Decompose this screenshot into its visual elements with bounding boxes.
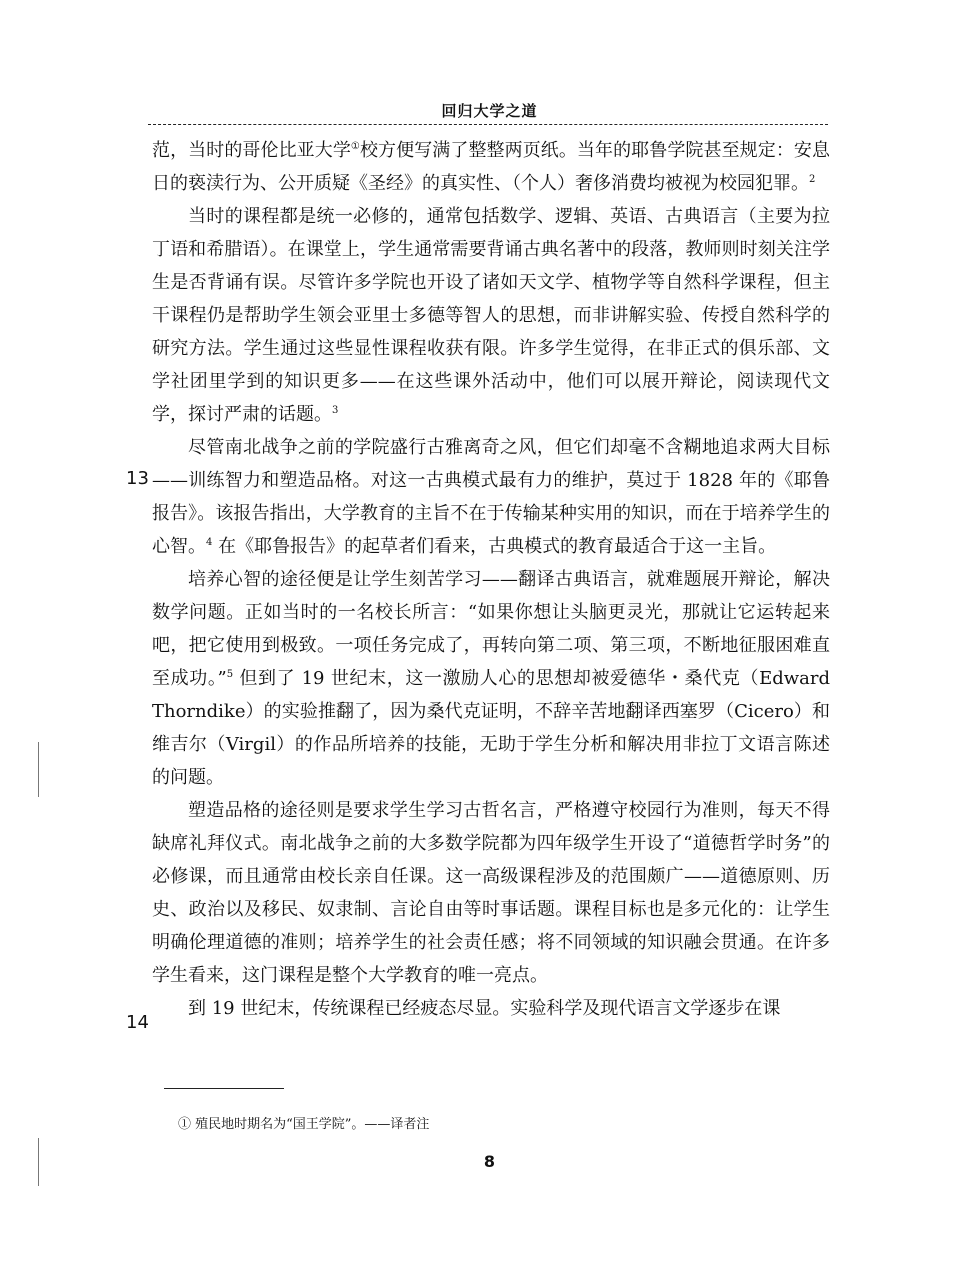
scan-mark	[38, 1138, 39, 1186]
text-run: 培养心智的途径便是让学生刻苦学习——翻译古典语言，就难题展开辩论，解决数学问题。正如当时的一名校长所言：“如果你想让头脑更灵光，那就让它运转起来吧，把它使用到极致。一项任务完成了，再转向第二项、第三项，不断地征服困难直至成功。”	[152, 569, 830, 689]
page-number: 8	[483, 1152, 496, 1171]
footnote-rule	[164, 1088, 284, 1089]
body-paragraph	[152, 200, 830, 431]
text-run: 在《耶鲁报告》的起草者们看来，古典模式的教育最适合于这一主旨。	[212, 536, 777, 557]
body-paragraph	[152, 431, 830, 563]
text-run: 到 19 世纪末，传统课程已经疲态尽显。实验科学及现代语言文学逐步在课	[188, 998, 781, 1019]
body-paragraph	[152, 794, 830, 992]
text-run: 塑造品格的途径则是要求学生学习古哲名言，严格遵守校园行为准则，每天不得缺席礼拜仪式。南北战争之前的大多数学院都为四年级学生开设了“道德哲学时务”的必修课，而且通常由校长亲自任课。这一高级课程涉及的范围颇广——道德原则、历史、政治以及移民、奴隶制、言论自由等时事话题。课程目标也是多元化的：让学生明确伦理道德的准则；培养学生的社会责任感；将不同领域的知识融会贯通。在许多学生看来，这门课程是整个大学教育的唯一亮点。	[152, 800, 830, 986]
footnote-ref: 2	[809, 174, 816, 185]
text-run: 校方便写满了整整两页纸。当年的耶鲁学院甚至规定：安息日的亵渎行为、公开质疑《圣经》的真实性、（个人）奢侈消费均被视为校园犯罪。	[152, 140, 830, 194]
body-paragraph	[152, 563, 830, 794]
text-run: 但到了 19 世纪末，这一激励人心的思想却被爱德华・桑代克（Edward Thorndike）的实验推翻了，因为桑代克证明，不辞辛苦地翻译西塞罗（Cicero）和维吉尔（Virgil）的作品所培养的技能，无助于学生分析和解决用非拉丁文语言陈述的问题。	[152, 668, 831, 788]
footnote: ① 殖民地时期名为“国王学院”。——译者注	[178, 1117, 430, 1132]
body-text	[152, 134, 830, 1025]
footnote-ref: ①	[350, 141, 360, 152]
footnote-ref: 4	[206, 537, 213, 548]
text-run: 尽管南北战争之前的学院盛行古雅离奇之风，但它们却毫不含糊地追求两大目标——训练智力和塑造品格。对这一古典模式最有力的维护，莫过于 1828 年的《耶鲁报告》。该报告指出，大学教育的主旨不在于传输某种实用的知识，而在于培养学生的心智。	[152, 437, 830, 557]
margin-page-number: 13	[126, 468, 149, 489]
footnote-ref: 5	[226, 669, 234, 680]
text-run: 范，当时的哥伦比亚大学	[152, 140, 351, 161]
running-title: 回归大学之道	[441, 102, 538, 120]
header-rule	[148, 124, 828, 125]
margin-page-number: 14	[126, 1012, 149, 1033]
text-run: 当时的课程都是统一必修的，通常包括数学、逻辑、英语、古典语言（主要为拉丁语和希腊语）。在课堂上，学生通常需要背诵古典名著中的段落，教师则时刻关注学生是否背诵有误。尽管许多学院也开设了诸如天文学、植物学等自然科学课程，但主干课程仍是帮助学生领会亚里士多德等智人的思想，而非讲解实验、传授自然科学的研究方法。学生通过这些显性课程收获有限。许多学生觉得，在非正式的俱乐部、文学社团里学到的知识更多——在这些课外活动中，他们可以展开辩论，阅读现代文学，探讨严肃的话题。	[152, 206, 830, 425]
body-paragraph	[152, 992, 830, 1025]
scan-mark	[38, 742, 39, 797]
body-paragraph	[152, 134, 830, 200]
footnote-ref: 3	[332, 405, 339, 416]
